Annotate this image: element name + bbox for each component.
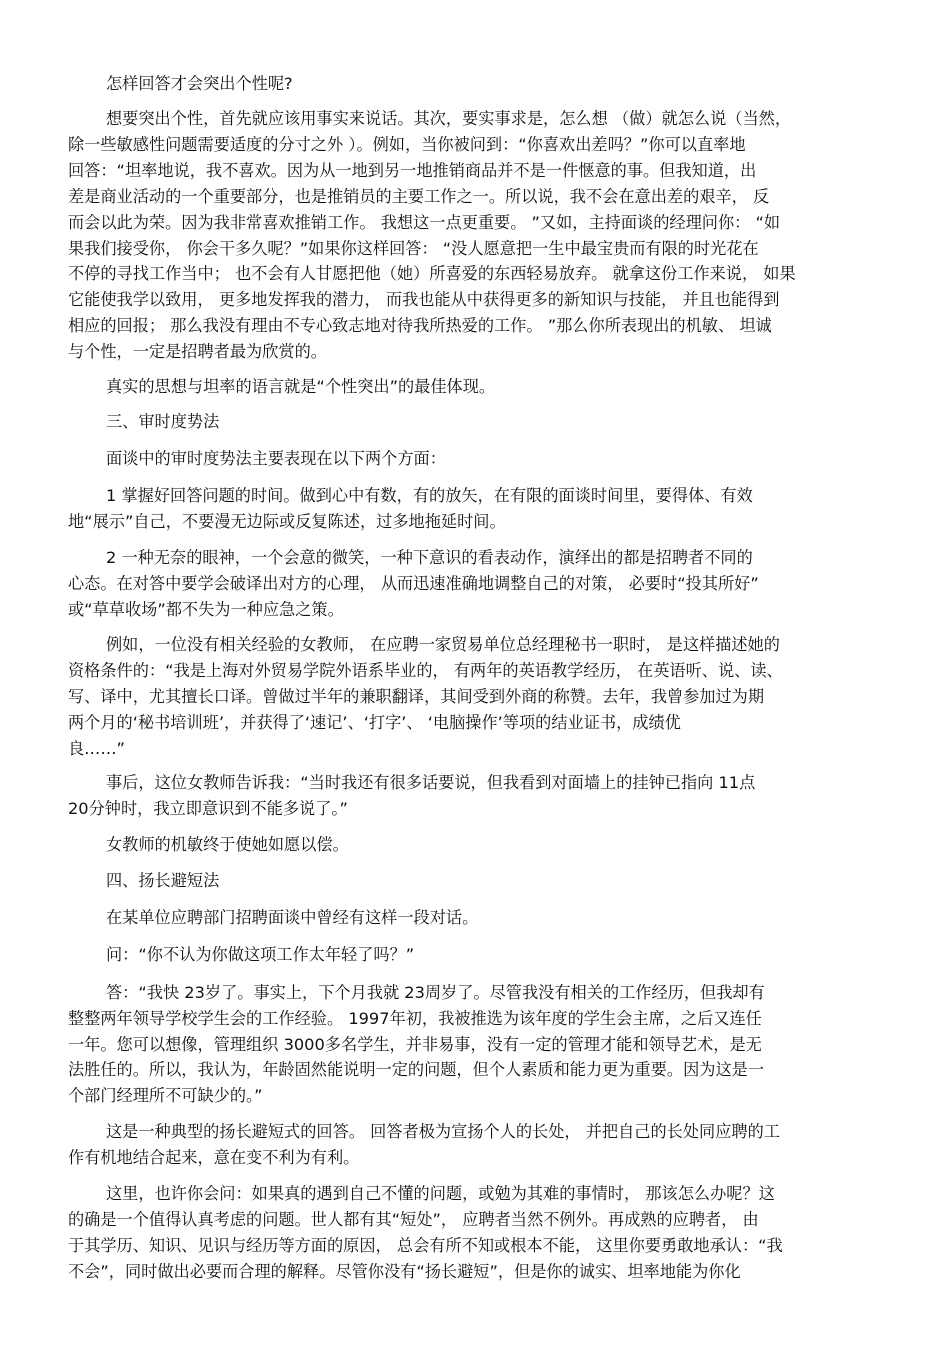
text-line: 心态。在对答中要学会破译出对方的心理， 从而迅速准确地调整自己的对策， 必要时“投其所好”	[68, 574, 759, 593]
text-line: 写、译中，尤其擅长口译。曾做过半年的兼职翻译，其间受到外商的称赞。去年，我曾参加过为期	[68, 687, 765, 706]
text-line: 这是一种典型的扬长避短式的回答。 回答者极为宣扬个人的长处， 并把自己的长处同应聘的工	[106, 1122, 780, 1141]
text-line: 于其学历、知识、见识与经历等方面的原因， 总会有所不知或根本不能， 这里你要勇敢地承认：“我	[68, 1236, 783, 1255]
text-line: 果我们接受你， 你会干多久呢？”如果你这样回答： “没人愿意把一生中最宝贵而有限的时光花在	[68, 239, 759, 258]
text-line: 整整两年领导学校学生会的工作经验。 1997年初，我被推选为该年度的学生会主席，之后又连任	[68, 1009, 762, 1028]
text-line: 回答：“坦率地说，我不喜欢。因为从一地到另一地推销商品并不是一件惬意的事。但我知道，出	[68, 161, 757, 180]
text-line: 不会”，同时做出必要而合理的解释。尽管你没有“扬长避短”，但是你的诚实、坦率地能为你化	[68, 1262, 741, 1281]
text-line: 的确是一个值得认真考虑的问题。世人都有其“短处”， 应聘者当然不例外。再成熟的应聘者， 由	[68, 1210, 759, 1229]
text-line: 而会以此为荣。因为我非常喜欢推销工作。 我想这一点更重要。 ”又如，主持面谈的经理问你： “如	[68, 213, 781, 232]
text-line: 作有机地结合起来，意在变不利为有利。	[68, 1148, 360, 1167]
text-line: 真实的思想与坦率的语言就是“个性突出”的最佳体现。	[106, 377, 496, 396]
text-line: 资格条件的：“我是上海对外贸易学院外语系毕业的， 有两年的英语教学经历， 在英语听、说、读、	[68, 661, 783, 680]
text-line: 不停的寻找工作当中； 也不会有人甘愿把他（她）所喜爱的东西轻易放弃。 就拿这份工作来说， 如果	[68, 264, 796, 283]
text-line: 它能使我学以致用， 更多地发挥我的潜力， 而我也能从中获得更多的新知识与技能， 并且也能得到	[68, 290, 780, 309]
text-line: 怎样回答才会突出个性呢?	[106, 74, 293, 93]
text-line: 地“展示”自己，不要漫无边际或反复陈述，过多地拖延时间。	[68, 512, 506, 531]
text-line: 问：“你不认为你做这项工作太年轻了吗？”	[106, 945, 415, 964]
text-line: 个部门经理所不可缺少的。”	[68, 1086, 263, 1105]
section-heading: 三、审时度势法	[106, 412, 220, 431]
text-line: 答：“我快 23岁了。事实上，下个月我就 23周岁了。尽管我没有相关的工作经历，但我却有	[106, 983, 765, 1002]
text-line: 相应的回报； 那么我没有理由不专心致志地对待我所热爱的工作。 ”那么你所表现出的机敏、 坦诚	[68, 316, 772, 335]
text-line: 法胜任的。所以，我认为，年龄固然能说明一定的问题，但个人素质和能力更为重要。因为这是一	[68, 1060, 765, 1079]
text-line: 两个月的‘秘书培训班’，并获得了‘速记’、‘打字’、 ‘电脑操作’等项的结业证书，成绩优	[68, 713, 681, 732]
text-line: 2 一种无奈的眼神，一个会意的微笑，一种下意识的看表动作，演绎出的都是招聘者不同的	[106, 548, 753, 567]
text-line: 20分钟时，我立即意识到不能多说了。”	[68, 799, 348, 818]
text-line: 事后，这位女教师告诉我：“当时我还有很多话要说，但我看到对面墙上的挂钟已指向 11点	[106, 773, 756, 792]
text-line: 在某单位应聘部门招聘面谈中曾经有这样一段对话。	[106, 908, 479, 927]
text-line: 这里，也许你会问：如果真的遇到自己不懂的问题，或勉为其难的事情时， 那该怎么办呢？这	[106, 1184, 775, 1203]
text-line: 除一些敏感性问题需要适度的分寸之外 ）。例如，当你被问到：“你喜欢出差吗？”你可以直率地	[68, 135, 746, 154]
text-line: 良……”	[68, 739, 125, 758]
text-line: 与个性，一定是招聘者最为欣赏的。	[68, 342, 327, 361]
text-line: 想要突出个性，首先就应该用事实来说话。其次，要实事求是，怎么想 （做）就怎么说（当然，	[106, 109, 792, 128]
text-line: 面谈中的审时度势法主要表现在以下两个方面：	[106, 449, 446, 468]
text-line: 或“草草收场”都不失为一种应急之策。	[68, 600, 344, 619]
text-line: 女教师的机敏终于使她如愿以偿。	[106, 835, 349, 854]
section-heading: 四、扬长避短法	[106, 871, 220, 890]
text-line: 一年。您可以想像，管理组织 3000多名学生，并非易事，没有一定的管理才能和领导艺术，是无	[68, 1035, 762, 1054]
text-line: 1 掌握好回答问题的时间。做到心中有数，有的放矢，在有限的面谈时间里，要得体、有效	[106, 486, 753, 505]
text-line: 差是商业活动的一个重要部分，也是推销员的主要工作之一。所以说，我不会在意出差的艰辛， 反	[68, 187, 770, 206]
text-line: 例如，一位没有相关经验的女教师， 在应聘一家贸易单位总经理秘书一职时， 是这样描述她的	[106, 635, 780, 654]
